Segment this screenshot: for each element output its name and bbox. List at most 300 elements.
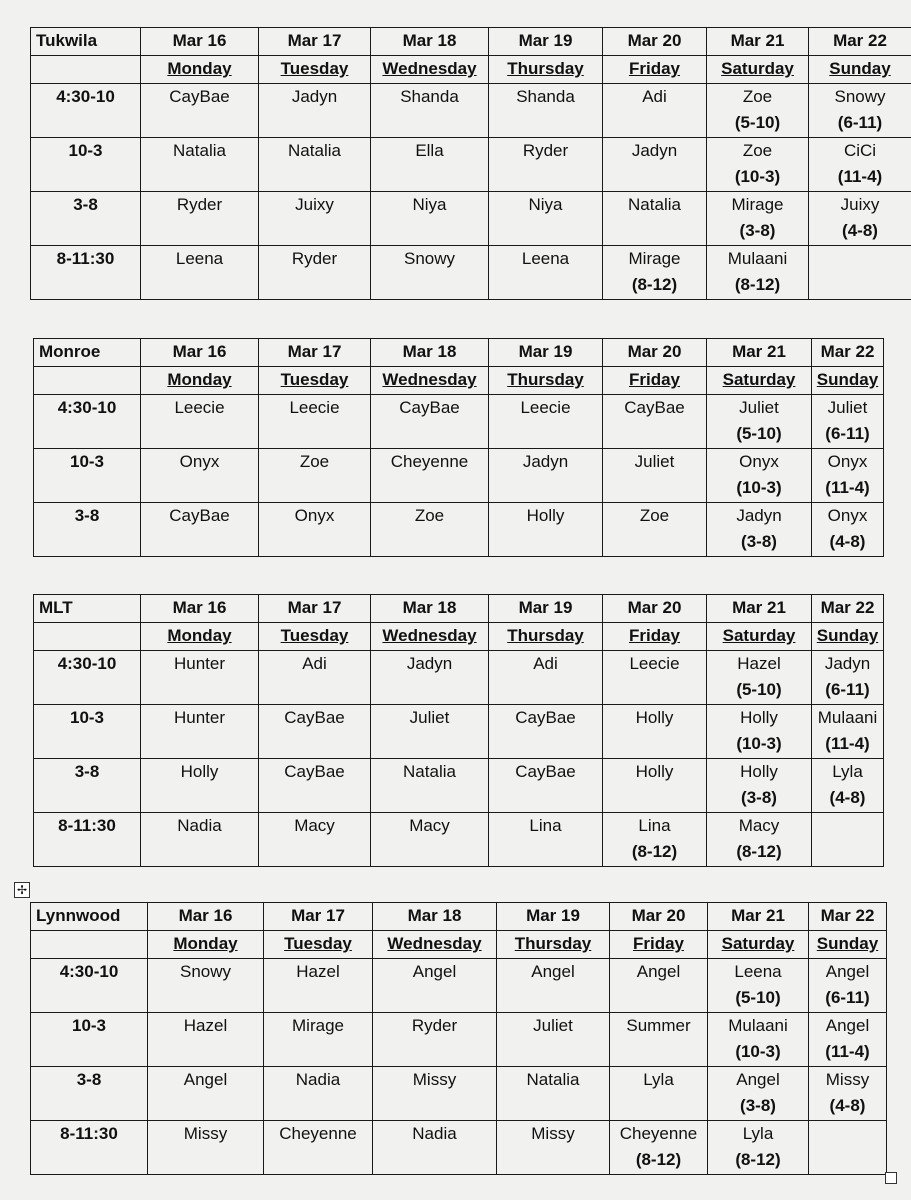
schedule-cell[interactable] — [497, 1067, 610, 1121]
employee-name: Angel — [736, 1070, 780, 1089]
day-name: Friday — [628, 370, 681, 389]
schedule-cell[interactable] — [259, 138, 371, 192]
schedule-cell[interactable] — [707, 449, 812, 503]
day-header-cell — [259, 367, 371, 395]
shift-row — [31, 1121, 887, 1175]
employee-name: Missy — [825, 1070, 870, 1089]
schedule-cell[interactable] — [809, 1121, 887, 1175]
employee-name: Ryder — [522, 141, 569, 160]
schedule-cell[interactable] — [708, 1013, 809, 1067]
employee-name: Missy — [531, 1124, 575, 1143]
schedule-cell[interactable] — [371, 759, 489, 813]
employee-name: Hunter — [173, 654, 226, 673]
employee-name: CayBae — [399, 398, 460, 417]
schedule-cell[interactable] — [373, 1121, 497, 1175]
employee-name: Summer — [626, 1016, 691, 1035]
day-name: Saturday — [721, 934, 795, 953]
employee-name: CayBae — [169, 87, 230, 106]
shift-hours: (6-11) — [837, 113, 883, 132]
day-header-row — [34, 367, 884, 395]
shift-row — [31, 84, 911, 138]
schedule-cell[interactable] — [371, 246, 489, 300]
schedule-cell[interactable] — [148, 959, 264, 1013]
shift-time: 10-3 — [34, 449, 141, 503]
schedule-cell[interactable] — [489, 84, 603, 138]
employee-name: Hunter — [173, 708, 226, 727]
schedule-cell[interactable] — [489, 759, 603, 813]
shift-hours: (8-12) — [734, 275, 781, 294]
day-name: Tuesday — [284, 934, 352, 953]
date-header: Mar 19 — [497, 903, 610, 931]
day-name: Monday — [167, 370, 232, 389]
employee-name: Zoe — [639, 506, 670, 525]
employee-name: Holly — [635, 708, 674, 727]
employee-name: Natalia — [288, 141, 341, 160]
schedule-cell[interactable] — [707, 759, 812, 813]
schedule-cell[interactable] — [141, 192, 259, 246]
employee-name: Juliet — [827, 398, 868, 417]
employee-name: Natalia — [628, 195, 681, 214]
schedule-cell[interactable] — [812, 449, 884, 503]
corner-cell — [31, 931, 148, 959]
corner-cell — [34, 367, 141, 395]
day-header-cell — [489, 623, 603, 651]
schedule-table-lynnwood — [30, 902, 887, 1175]
date-header: Mar 16 — [141, 595, 259, 623]
employee-name: Mulaani — [817, 708, 878, 727]
employee-name: Jadyn — [291, 87, 338, 106]
employee-name: Mirage — [628, 249, 681, 268]
schedule-cell[interactable] — [489, 705, 603, 759]
employee-name: CiCi — [843, 141, 877, 160]
day-header-row — [31, 56, 911, 84]
schedule-cell[interactable] — [259, 705, 371, 759]
shift-row — [34, 759, 884, 813]
employee-name: Juixy — [295, 195, 334, 214]
schedule-cell[interactable] — [371, 449, 489, 503]
shift-hours: (5-10) — [736, 680, 782, 699]
schedule-cell[interactable] — [708, 1121, 809, 1175]
employee-name: Natalia — [173, 141, 226, 160]
schedule-cell[interactable] — [141, 759, 259, 813]
schedule-cell[interactable] — [707, 395, 812, 449]
employee-name: Jadyn — [631, 141, 678, 160]
employee-name: Adi — [642, 87, 667, 106]
schedule-cell[interactable] — [141, 503, 259, 557]
date-header: Mar 17 — [259, 28, 371, 56]
schedule-cell[interactable] — [497, 1013, 610, 1067]
employee-name: Leena — [175, 249, 224, 268]
schedule-cell[interactable] — [603, 84, 707, 138]
employee-name: Juliet — [533, 1016, 573, 1035]
location-name: Lynnwood — [31, 903, 148, 931]
schedule-cell[interactable] — [148, 1013, 264, 1067]
schedule-table-tukwila — [30, 27, 911, 300]
schedule-cell[interactable] — [603, 705, 707, 759]
employee-name: Onyx — [179, 452, 220, 471]
employee-name: Leena — [734, 962, 782, 981]
shift-hours: (4-8) — [829, 1096, 866, 1115]
date-header: Mar 16 — [148, 903, 264, 931]
employee-name: Macy — [409, 816, 450, 835]
date-header: Mar 22 — [812, 339, 884, 367]
employee-name: Zoe — [299, 452, 330, 471]
location-name: Tukwila — [31, 28, 141, 56]
employee-name: Hazel — [296, 962, 340, 981]
date-header: Mar 17 — [259, 595, 371, 623]
date-header-row — [34, 595, 884, 623]
schedule-cell[interactable] — [603, 813, 707, 867]
date-header-row — [31, 903, 887, 931]
shift-row — [31, 959, 887, 1013]
shift-time: 4:30-10 — [31, 959, 148, 1013]
day-header-cell — [603, 623, 707, 651]
schedule-cell[interactable] — [497, 959, 610, 1013]
shift-row — [31, 246, 911, 300]
employee-name: Niya — [528, 195, 563, 214]
shift-time: 10-3 — [31, 1013, 148, 1067]
employee-name: Jadyn — [824, 654, 871, 673]
schedule-cell[interactable] — [809, 959, 887, 1013]
shift-hours: (10-3) — [735, 1042, 781, 1061]
schedule-cell[interactable] — [603, 395, 707, 449]
schedule-cell[interactable] — [373, 1067, 497, 1121]
schedule-cell[interactable] — [603, 138, 707, 192]
date-header: Mar 19 — [489, 28, 603, 56]
schedule-cell[interactable] — [603, 759, 707, 813]
shift-hours: (6-11) — [825, 680, 870, 699]
schedule-cell[interactable] — [141, 138, 259, 192]
shift-time: 10-3 — [31, 138, 141, 192]
day-name: Monday — [173, 934, 238, 953]
employee-name: Ryder — [411, 1016, 458, 1035]
employee-name: Zoe — [742, 141, 773, 160]
schedule-cell[interactable] — [259, 246, 371, 300]
schedule-cell[interactable] — [603, 246, 707, 300]
day-header-cell — [708, 931, 809, 959]
schedule-cell[interactable] — [707, 138, 809, 192]
corner-cell — [34, 623, 141, 651]
day-header-cell — [489, 56, 603, 84]
shift-hours: (8-12) — [631, 842, 678, 861]
employee-name: Angel — [183, 1070, 228, 1089]
employee-name: Niya — [412, 195, 447, 214]
schedule-cell[interactable] — [809, 192, 911, 246]
schedule-cell[interactable] — [603, 449, 707, 503]
employee-name: CayBae — [515, 762, 576, 781]
schedule-cell[interactable] — [489, 449, 603, 503]
schedule-cell[interactable] — [603, 503, 707, 557]
schedule-cell[interactable] — [603, 651, 707, 705]
schedule-cell[interactable] — [489, 813, 603, 867]
schedule-cell[interactable] — [264, 959, 373, 1013]
schedule-cell[interactable] — [373, 959, 497, 1013]
date-header: Mar 22 — [809, 28, 911, 56]
employee-name: Angel — [412, 962, 457, 981]
schedule-cell[interactable] — [141, 395, 259, 449]
schedule-cell[interactable] — [812, 759, 884, 813]
day-name: Sunday — [816, 934, 879, 953]
day-name: Monday — [167, 626, 232, 645]
employee-name: Natalia — [526, 1070, 580, 1089]
date-header: Mar 16 — [141, 28, 259, 56]
day-header-cell — [141, 623, 259, 651]
shift-row — [31, 1013, 887, 1067]
schedule-cell[interactable] — [141, 651, 259, 705]
day-header-cell — [707, 56, 809, 84]
shift-hours: (3-8) — [740, 1096, 776, 1115]
schedule-cell[interactable] — [259, 503, 371, 557]
employee-name: Ryder — [291, 249, 338, 268]
day-name: Saturday — [722, 370, 796, 389]
shift-hours: (10-3) — [736, 478, 782, 497]
employee-name: CayBae — [169, 506, 230, 525]
employee-name: Angel — [825, 962, 870, 981]
shift-hours: (10-3) — [736, 734, 782, 753]
shift-row — [31, 1067, 887, 1121]
employee-name: Leena — [521, 249, 570, 268]
employee-name: Jadyn — [522, 452, 569, 471]
employee-name: Ella — [415, 141, 444, 160]
employee-name: Cheyenne — [279, 1124, 357, 1143]
employee-name: CayBae — [624, 398, 685, 417]
schedule-cell[interactable] — [259, 192, 371, 246]
employee-name: Mirage — [731, 195, 784, 214]
employee-name: Holly — [526, 506, 565, 525]
schedule-cell[interactable] — [141, 449, 259, 503]
schedule-cell[interactable] — [610, 1013, 708, 1067]
day-name: Wednesday — [382, 370, 477, 389]
schedule-cell[interactable] — [371, 192, 489, 246]
schedule-cell[interactable] — [259, 759, 371, 813]
table-body — [31, 28, 911, 300]
schedule-cell[interactable] — [809, 1067, 887, 1121]
employee-name: Onyx — [294, 506, 335, 525]
table-move-handle-icon[interactable]: ✢ — [14, 882, 30, 898]
shift-time: 3-8 — [34, 503, 141, 557]
shift-time: 3-8 — [34, 759, 141, 813]
employee-name: Onyx — [827, 506, 868, 525]
shift-time: 10-3 — [34, 705, 141, 759]
employee-name: Holly — [740, 708, 778, 727]
employee-name: Juliet — [409, 708, 450, 727]
employee-name: Lina — [529, 816, 562, 835]
schedule-cell[interactable] — [812, 813, 884, 867]
shift-hours: (3-8) — [739, 221, 776, 240]
date-header: Mar 22 — [809, 903, 887, 931]
schedule-cell[interactable] — [707, 705, 812, 759]
shift-row — [34, 503, 884, 557]
employee-name: Ryder — [176, 195, 223, 214]
schedule-cell[interactable] — [489, 138, 603, 192]
schedule-cell[interactable] — [707, 84, 809, 138]
day-header-cell — [259, 56, 371, 84]
schedule-cell[interactable] — [489, 651, 603, 705]
schedule-cell[interactable] — [610, 959, 708, 1013]
schedule-cell[interactable] — [809, 246, 911, 300]
shift-time: 4:30-10 — [34, 395, 141, 449]
day-header-cell — [141, 367, 259, 395]
schedule-cell[interactable] — [809, 84, 911, 138]
table-resize-handle[interactable] — [885, 1172, 897, 1184]
employee-name: CayBae — [284, 762, 345, 781]
date-header: Mar 21 — [707, 595, 812, 623]
schedule-cell[interactable] — [259, 651, 371, 705]
schedule-cell[interactable] — [707, 246, 809, 300]
schedule-cell[interactable] — [371, 84, 489, 138]
schedule-cell[interactable] — [141, 813, 259, 867]
schedule-cell[interactable] — [812, 503, 884, 557]
employee-name: Jadyn — [406, 654, 453, 673]
employee-name: Leecie — [520, 398, 571, 417]
schedule-cell[interactable] — [264, 1067, 373, 1121]
schedule-cell[interactable] — [259, 84, 371, 138]
shift-hours: (3-8) — [741, 788, 777, 807]
day-header-row — [31, 931, 887, 959]
schedule-table-mlt — [33, 594, 884, 867]
date-header: Mar 21 — [707, 339, 812, 367]
employee-name: Holly — [740, 762, 778, 781]
day-header-cell — [259, 623, 371, 651]
shift-hours: (11-4) — [825, 1042, 870, 1061]
date-header: Mar 20 — [603, 28, 707, 56]
day-name: Friday — [628, 626, 681, 645]
schedule-cell[interactable] — [148, 1067, 264, 1121]
employee-name: Macy — [294, 816, 335, 835]
schedule-cell[interactable] — [812, 651, 884, 705]
employee-name: Holly — [635, 762, 674, 781]
schedule-cell[interactable] — [371, 138, 489, 192]
day-header-cell — [812, 623, 884, 651]
corner-cell — [31, 56, 141, 84]
employee-name: Shanda — [400, 87, 459, 106]
shift-time: 8-11:30 — [34, 813, 141, 867]
schedule-cell[interactable] — [264, 1013, 373, 1067]
shift-hours: (5-10) — [735, 988, 781, 1007]
day-name: Saturday — [722, 626, 796, 645]
schedule-cell[interactable] — [371, 395, 489, 449]
schedule-cell[interactable] — [371, 813, 489, 867]
schedule-cell[interactable] — [373, 1013, 497, 1067]
day-header-cell — [707, 623, 812, 651]
day-name: Friday — [632, 934, 685, 953]
schedule-cell[interactable] — [610, 1067, 708, 1121]
employee-name: Missy — [412, 1070, 457, 1089]
employee-name: Angel — [636, 962, 681, 981]
date-header: Mar 17 — [264, 903, 373, 931]
schedule-cell[interactable] — [489, 395, 603, 449]
employee-name: Leecie — [629, 654, 680, 673]
schedule-cell[interactable] — [141, 705, 259, 759]
schedule-cell[interactable] — [707, 651, 812, 705]
day-name: Thursday — [507, 370, 584, 389]
employee-name: Zoe — [414, 506, 445, 525]
employee-name: Snowy — [834, 87, 886, 106]
employee-name: Adi — [302, 654, 327, 673]
schedule-cell[interactable] — [259, 813, 371, 867]
employee-name: Holly — [180, 762, 219, 781]
schedule-cell[interactable] — [148, 1121, 264, 1175]
schedule-cell[interactable] — [707, 813, 812, 867]
schedule-cell[interactable] — [708, 1067, 809, 1121]
schedule-cell[interactable] — [489, 503, 603, 557]
schedule-cell[interactable] — [708, 959, 809, 1013]
shift-hours: (11-4) — [825, 478, 870, 497]
shift-hours: (11-4) — [837, 167, 883, 186]
shift-hours: (8-12) — [735, 1150, 781, 1169]
schedule-cell[interactable] — [141, 84, 259, 138]
table-body — [34, 339, 884, 557]
schedule-cell[interactable] — [259, 449, 371, 503]
date-header-row — [34, 339, 884, 367]
schedule-cell[interactable] — [489, 192, 603, 246]
day-name: Thursday — [514, 934, 592, 953]
schedule-cell[interactable] — [497, 1121, 610, 1175]
shift-hours: (8-12) — [736, 842, 782, 861]
shift-row — [34, 705, 884, 759]
shift-row — [34, 813, 884, 867]
shift-hours: (4-8) — [842, 221, 878, 240]
day-name: Monday — [167, 59, 232, 78]
schedule-cell[interactable] — [707, 192, 809, 246]
schedule-cell[interactable] — [603, 192, 707, 246]
shift-hours: (3-8) — [741, 532, 777, 551]
employee-name: Nadia — [177, 816, 222, 835]
date-header: Mar 18 — [371, 595, 489, 623]
schedule-cell[interactable] — [707, 503, 812, 557]
date-header: Mar 18 — [371, 339, 489, 367]
employee-name: Nadia — [295, 1070, 341, 1089]
shift-hours: (6-11) — [825, 988, 870, 1007]
day-name: Sunday — [829, 59, 891, 78]
schedule-cell[interactable] — [141, 246, 259, 300]
schedule-cell[interactable] — [371, 651, 489, 705]
shift-time: 8-11:30 — [31, 246, 141, 300]
schedule-cell[interactable] — [264, 1121, 373, 1175]
day-name: Wednesday — [382, 59, 477, 78]
schedule-cell[interactable] — [812, 395, 884, 449]
date-header: Mar 21 — [708, 903, 809, 931]
day-name: Friday — [628, 59, 681, 78]
employee-name: Leecie — [174, 398, 225, 417]
day-header-cell — [603, 56, 707, 84]
shift-row — [31, 192, 911, 246]
shift-hours: (8-12) — [635, 1150, 682, 1169]
shift-hours: (4-8) — [829, 788, 866, 807]
schedule-cell[interactable] — [809, 1013, 887, 1067]
schedule-cell[interactable] — [259, 395, 371, 449]
employee-name: Snowy — [403, 249, 456, 268]
schedule-cell[interactable] — [610, 1121, 708, 1175]
schedule-cell[interactable] — [809, 138, 911, 192]
day-header-cell — [812, 367, 884, 395]
day-header-row — [34, 623, 884, 651]
day-name: Sunday — [816, 626, 879, 645]
shift-row — [31, 138, 911, 192]
schedule-cell[interactable] — [371, 503, 489, 557]
day-header-cell — [809, 56, 911, 84]
day-header-cell — [707, 367, 812, 395]
employee-name: Mulaani — [727, 249, 788, 268]
schedule-cell[interactable] — [371, 705, 489, 759]
employee-name: Mirage — [292, 1016, 344, 1035]
date-header: Mar 16 — [141, 339, 259, 367]
day-name: Tuesday — [280, 626, 349, 645]
schedule-cell[interactable] — [489, 246, 603, 300]
schedule-cell[interactable] — [812, 705, 884, 759]
day-name: Sunday — [816, 370, 879, 389]
shift-time: 4:30-10 — [34, 651, 141, 705]
